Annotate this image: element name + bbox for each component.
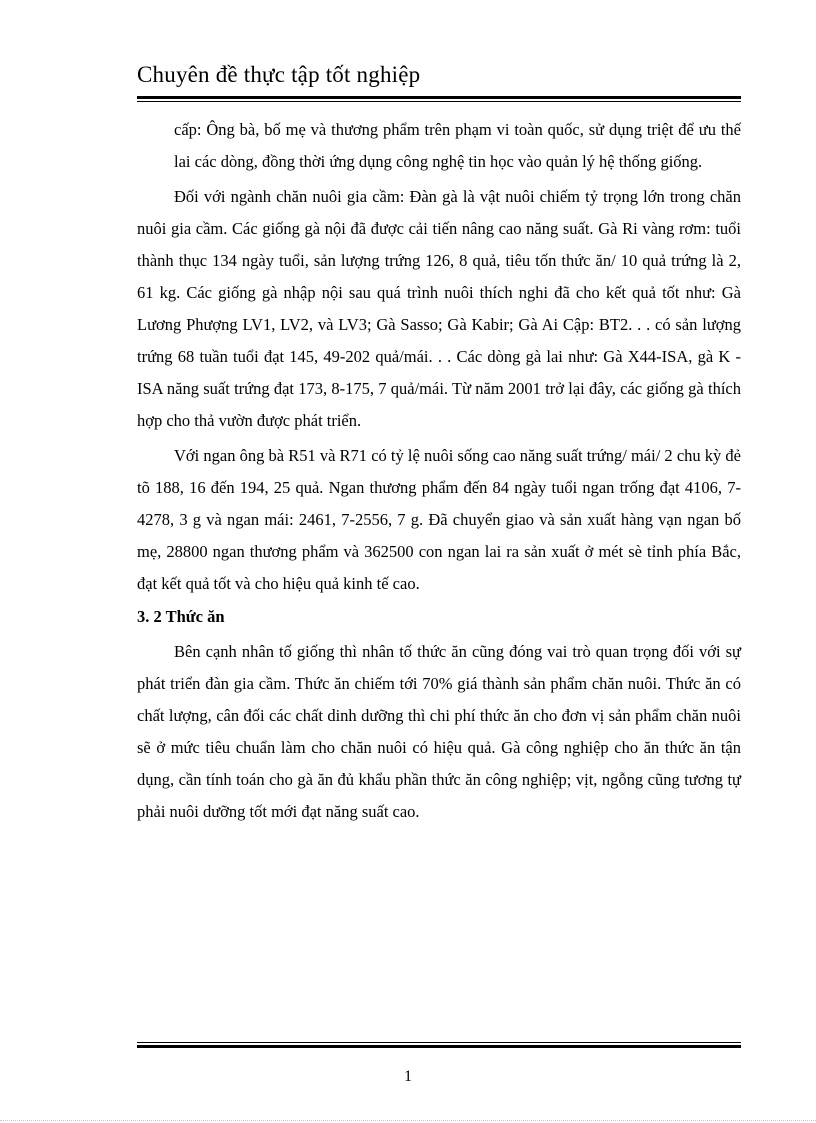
section-heading: 3. 2 Thức ăn bbox=[137, 607, 225, 626]
page-number: 1 bbox=[404, 1068, 412, 1085]
document-body bbox=[137, 114, 741, 831]
header-rule-thin bbox=[137, 101, 741, 102]
paragraph-poultry: Đối với ngành chăn nuôi gia cầm: Đàn gà là vật nuôi chiếm tỷ trọng lớn trong chăn nuôi gia cầm. Các giống gà nội đã được cải tiến nâng cao năng suất. Gà Ri vàng rơm: tuổi thành thục 134 ngày tuổi, sản lượng trứng 126, 8 quả, tiêu tốn thức ăn/ 10 quả trứng là 2, 61 kg. Các giống gà nhập nội sau quá trình nuôi thích nghi đã cho kết quả tốt như: Gà Lương Phượng LV1, LV2, và LV3; Gà Sasso; Gà Kabir; Gà Ai Cập: BT2. . . có sản lượng trứng 68 tuần tuổi đạt 145, 49-202 quả/mái. . . Các dòng gà lai như: Gà X44-ISA, gà K - ISA năng suất trứng đạt 173, 8-175, 7 quả/mái. Từ năm 2001 trở lại đây, các giống gà thích hợp cho thả vườn được phát triển. bbox=[137, 187, 741, 430]
header-rule bbox=[137, 96, 741, 102]
header-rule-thick bbox=[137, 96, 741, 99]
footer-rule bbox=[137, 1042, 741, 1048]
paragraph-continuation: cấp: Ông bà, bố mẹ và thương phẩm trên phạm vi toàn quốc, sử dụng triệt để ưu thế lai các dòng, đồng thời ứng dụng công nghệ tin học vào quản lý hệ thống giống. bbox=[174, 120, 741, 171]
page-bottom-dotted-line bbox=[0, 1120, 816, 1121]
header-title: Chuyên đề thực tập tốt nghiệp bbox=[137, 62, 421, 87]
footer-rule-thin bbox=[137, 1042, 741, 1043]
paragraph-feed: Bên cạnh nhân tố giống thì nhân tố thức ăn cũng đóng vai trò quan trọng đối với sự phát triển đàn gia cầm. Thức ăn chiếm tới 70% giá thành sản phẩm chăn nuôi. Thức ăn có chất lượng, cân đối các chất dinh dưỡng thì chi phí thức ăn cho đơn vị sản phẩm chăn nuôi sẽ ở mức tiêu chuẩn làm cho chăn nuôi có hiệu quả. Gà công nghiệp cho ăn thức ăn tận dụng, cần tính toán cho gà ăn đủ khẩu phần thức ăn công nghiệp; vịt, ngỗng cũng tương tự phải nuôi dưỡng tốt mới đạt năng suất cao. bbox=[137, 642, 741, 821]
footer-rule-thick bbox=[137, 1045, 741, 1048]
paragraph-duck: Với ngan ông bà R51 và R71 có tỷ lệ nuôi sống cao năng suất trứng/ mái/ 2 chu kỳ đẻ tõ 188, 16 đến 194, 25 quả. Ngan thương phẩm đến 84 ngày tuổi ngan trống đạt 4106, 7-4278, 3 g và ngan mái: 2461, 7-2556, 7 g. Đã chuyển giao và sản xuất hàng vạn ngan bố mẹ, 28800 ngan thương phẩm và 362500 con ngan lai ra sản xuất ở mét sè tỉnh phía Bắc, đạt kết quả tốt và cho hiệu quả kinh tế cao. bbox=[137, 446, 741, 593]
